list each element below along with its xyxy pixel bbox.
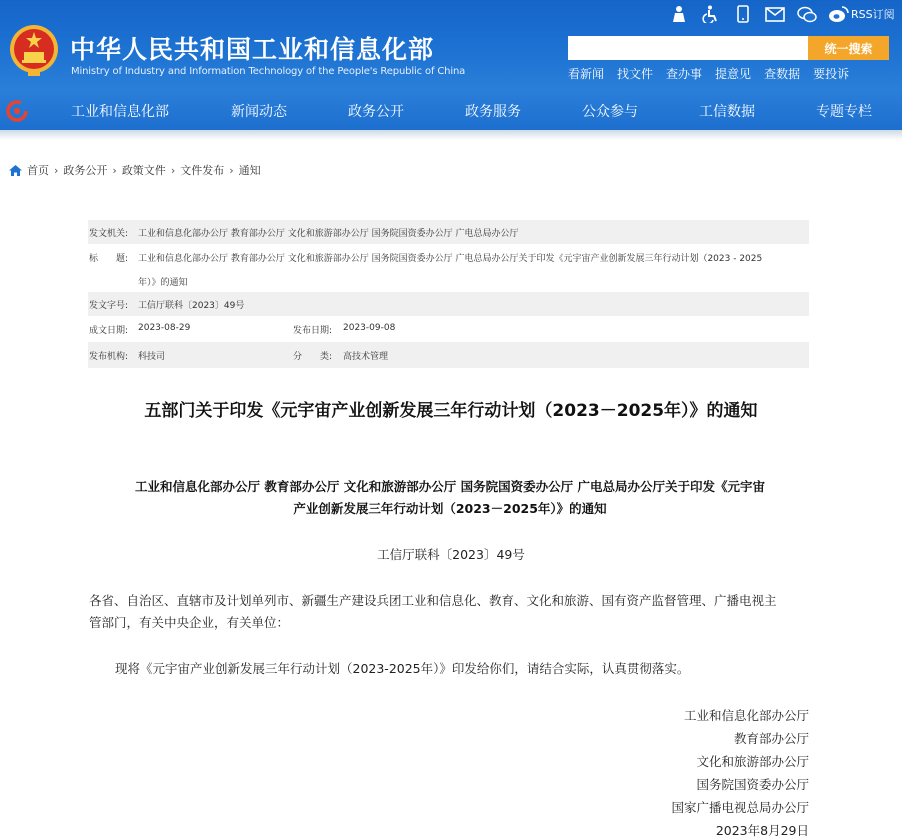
search-input[interactable] [568, 36, 809, 60]
meta-label: 发布机构: [89, 352, 129, 362]
article-subtitle [89, 476, 811, 520]
meta-value: 科技司 [138, 352, 166, 362]
nav-item-services[interactable]: 政务服务 [465, 104, 521, 120]
meta-label: 标 题: [89, 254, 129, 264]
signature-nrta: 国家广播电视总局办公厅 [671, 800, 809, 815]
article-body: 现将《元宇宙产业创新发展三年行动计划（2023-2025年）》印发给你们，请结合实际，认真贯彻落实。 [115, 661, 690, 676]
meta-value: 年）》的通知 [138, 278, 188, 288]
article-addressee [89, 590, 811, 634]
signature-date: 2023年8月29日 [715, 823, 809, 838]
chevron-right-icon: › [112, 163, 117, 177]
breadcrumb-home[interactable]: 首页 [27, 164, 49, 177]
signature-sasac: 国务院国资委办公厅 [696, 777, 809, 792]
doc-meta-table [88, 220, 809, 368]
chevron-right-icon: › [229, 163, 234, 177]
quick-link-files[interactable]: 找文件 [617, 67, 654, 81]
top-icon-bar [668, 3, 860, 25]
nav-item-news[interactable]: 新闻动态 [231, 104, 287, 120]
addressee-line: 管部门，有关中央企业，有关单位： [89, 615, 290, 630]
weibo-icon[interactable] [828, 4, 850, 24]
meta-value: 高技术管理 [343, 352, 389, 362]
nav-item-gov-affairs[interactable]: 政务公开 [348, 104, 404, 120]
signature-miit: 工业和信息化部办公厅 [683, 708, 809, 723]
meta-label: 发文字号: [89, 301, 129, 311]
chevron-right-icon: › [170, 163, 176, 177]
meta-value: 工信厅联科〔2023〕49号 [138, 301, 245, 311]
signature-moe: 教育部办公厅 [733, 731, 809, 746]
meta-value: 2023-09-08 [343, 323, 396, 333]
nav-shadow [0, 130, 902, 140]
article-subtitle-line: 工业和信息化部办公厅 教育部办公厅 文化和旅游部办公厅 国务院国资委办公厅 广电总局办公厅关于印发《元宇宙 [135, 479, 765, 494]
breadcrumb-policy[interactable]: 政策文件 [121, 164, 166, 177]
breadcrumb [9, 162, 261, 178]
nav-item-participation[interactable]: 公众参与 [582, 104, 638, 120]
quick-link-news[interactable]: 看新闻 [568, 67, 605, 81]
national-emblem-icon [8, 22, 60, 78]
quick-link-feedback[interactable]: 提意见 [715, 67, 752, 81]
site-header [0, 0, 902, 90]
meta-row-dates [88, 316, 809, 342]
person-icon[interactable] [668, 4, 690, 24]
meta-value: 2023-08-29 [138, 323, 191, 333]
meta-label: 发布日期: [293, 326, 333, 336]
meta-value: 工业和信息化部办公厅 教育部办公厅 文化和旅游部办公厅 国务院国资委办公厅 广电总局办公厅关于印发《元宇宙产业创新发展三年行动计划（2023 - 2025 [138, 254, 763, 264]
site-title: 中华人民共和国工业和信息化部 [70, 35, 435, 64]
miit-logo-icon [6, 100, 28, 122]
quick-links [568, 65, 862, 82]
rss-link[interactable]: RSS订阅 [851, 8, 895, 21]
meta-row-org [88, 342, 809, 368]
breadcrumb-publish[interactable]: 文件发布 [180, 164, 225, 177]
mobile-icon[interactable] [732, 4, 754, 24]
meta-label: 成文日期: [89, 326, 129, 336]
accessibility-icon[interactable] [700, 4, 722, 24]
wechat-icon[interactable] [796, 4, 818, 24]
nav-item-topics[interactable]: 专题专栏 [816, 104, 872, 120]
meta-row-title [88, 244, 809, 292]
search-button[interactable]: 统一搜索 [808, 36, 889, 60]
meta-label: 发文机关: [89, 229, 129, 239]
article-doc-number: 工信厅联科〔2023〕49号 [377, 547, 525, 562]
meta-row-docno [88, 292, 809, 316]
breadcrumb-notice[interactable]: 通知 [238, 164, 261, 177]
home-icon [9, 165, 22, 176]
quick-link-data[interactable]: 查数据 [764, 67, 801, 81]
article-subtitle-line: 产业创新发展三年行动计划（2023－2025年）》的通知 [293, 501, 607, 516]
article-title: 五部门关于印发《元宇宙产业创新发展三年行动计划（2023－2025年）》的通知 [144, 401, 758, 421]
meta-label: 分 类: [293, 352, 333, 362]
nav-item-miit[interactable]: 工业和信息化部 [71, 104, 169, 120]
main-nav [0, 90, 902, 130]
nav-item-data[interactable]: 工信数据 [699, 104, 755, 120]
meta-value: 工业和信息化部办公厅 教育部办公厅 文化和旅游部办公厅 国务院国资委办公厅 广电总局办公厅 [138, 229, 519, 239]
chevron-right-icon: › [54, 163, 59, 177]
quick-link-complaint[interactable]: 要投诉 [813, 67, 850, 81]
signature-mct: 文化和旅游部办公厅 [696, 754, 809, 769]
meta-row-issuer [88, 220, 809, 244]
addressee-line: 各省、自治区、直辖市及计划单列市、新疆生产建设兵团工业和信息化、教育、文化和旅游、国有资产监督管理、广播电视主 [89, 593, 777, 608]
site-subtitle-en: Ministry of Industry and Information Technology of the People's Republic of China [71, 66, 466, 77]
email-icon[interactable] [764, 4, 786, 24]
quick-link-services[interactable]: 查办事 [666, 67, 703, 81]
breadcrumb-gov-affairs[interactable]: 政务公开 [63, 164, 108, 177]
